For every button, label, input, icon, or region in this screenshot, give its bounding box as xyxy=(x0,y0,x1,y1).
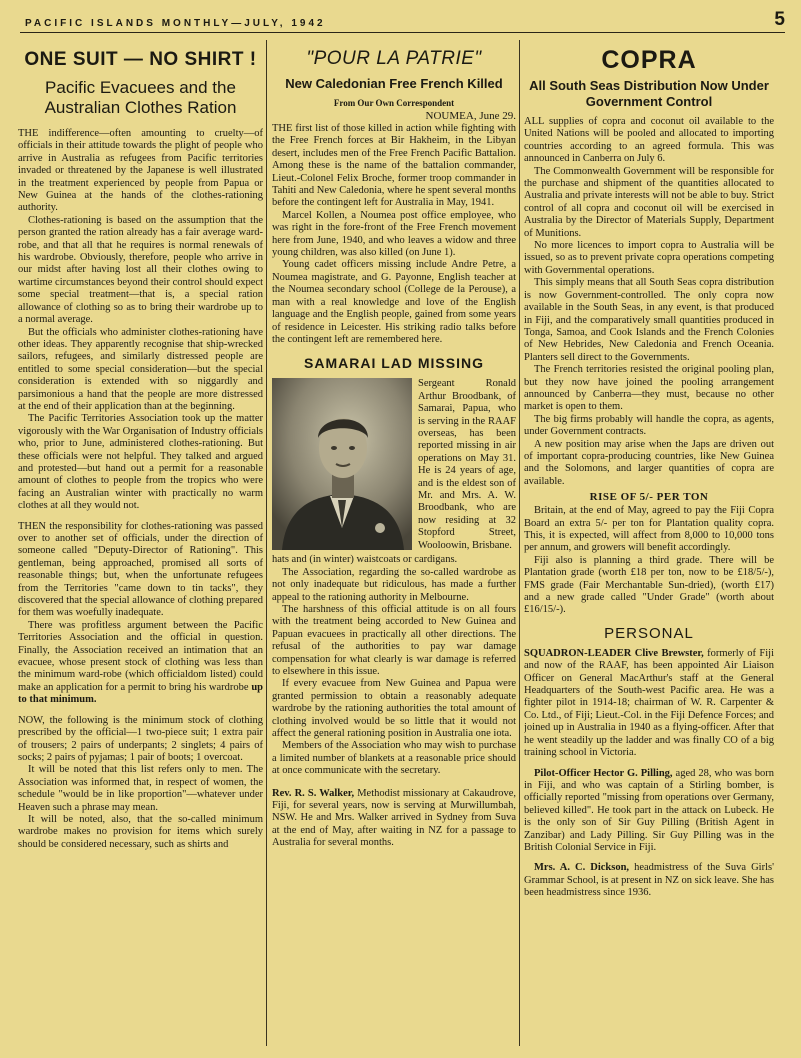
copra-headline: COPRA xyxy=(601,46,697,74)
column-middle xyxy=(272,40,516,1054)
column-right xyxy=(524,40,774,1054)
copra-para-4: This simply means that all South Seas copra distribution is now Government-controlled. The only copra now available in the South Seas, in any event, is that produced in Fiji, and the comparatively small quantities produced in Tonga, Samoa, and Cook Islands and the French Colonies of New Hebrides, New Caledonia and French Oceania. Planters sell direct to the Governments. xyxy=(524,277,774,363)
suit-headline: ONE SUIT — NO SHIRT ! xyxy=(24,49,257,70)
personal-item-text: headmistress of the Suva Girls' Grammar School, is at present in NZ on sick leave. She has been headmistress since 1936. xyxy=(524,862,774,899)
portrait-photo xyxy=(272,378,412,550)
suit-para-7: NOW, the following is the minimum stock of clothing prescribed by the official—1 two-piece suit; 1 extra pair of trousers; 2 pairs of underpants; 2 singlets; 4 pairs of socks; 2 pairs of pyjamas; 1 pair of boots; 1 overcoat. xyxy=(18,714,263,763)
masthead xyxy=(20,8,785,33)
suit-para-6 xyxy=(18,620,263,707)
suit-para-6-bold: up to that minimum. xyxy=(18,681,263,706)
patrie-para-1: THE first list of those killed in action while fighting with the Free French forces at Bir Hakheim, in the Libyan desert, includes men of the Free French Pacific Battalion. Among these is the name of the battalion commander, Lieut.-Colonel Felix Broche, former troop commander in Tahiti and New Caledonia, where he spent several months before the contingent left for Australia in May, 1941. xyxy=(272,123,516,209)
suit-deck: Pacific Evacuees and the Australian Clothes Ration xyxy=(44,78,237,117)
page-number: 5 xyxy=(774,9,785,30)
copra-deck: All South Seas Distribution Now Under Government Control xyxy=(529,78,769,109)
suit-para-6-text: There was profitless argument between the Pacific Territories Association and the official in question. Finally, the Association received an intimation that an evacuee, whose present stock of clothing was less than the minimum ward-robe (which officialdom listed) could make an application for a permit to bring his wardrobe xyxy=(18,619,263,693)
walker-name: Rev. R. S. Walker, xyxy=(272,787,355,799)
suit-para-3: But the officials who administer clothes-rationing have other ideas. They apparently recognise that ship-wrecked sailors, refugees, and similarly distressed people are entitled to some special consideration—but the special consideration is extended with so niggardly and parsimonious a hand that the people are more distressed at the end of their application than at the beginning. xyxy=(18,326,263,412)
copra-para-2: The Commonwealth Government will be responsible for the purchase and shipment of the quantities allocated to Australia and private interests will not be able to buy. Strict control of all copra and coconut oil will be exercised in Australia by the Director of Materials Supply, Department of Munitions. xyxy=(524,165,774,239)
copra-para-7: A new position may arise when the Japs are driven out of important copra-producing countries, like New Guinea and the Solomons, and larger quantities of copra are available. xyxy=(524,438,774,487)
patrie-headline: "POUR LA PATRIE" xyxy=(306,48,482,69)
suit-para-5: THEN the responsibility for clothes-rationing was passed over to another set of officials, under the direction of someone called "Deputy-Director of Rationing". This gentleman, being approached, promised all sorts of reasonable things; but, when the unfortunate refugees from the Territories "came down to tin tacks", they discovered that the special allowance of clothing prepared for them was woefully inadequate. xyxy=(18,520,263,619)
suit-para-2: Clothes-rationing is based on the assumption that the person granted the ration already has a fair average ward-robe, and that all that he requires is normal renewals of his wardrobe. Obviously, therefore, people who arrive in our midst after having lost all their clothes owing to wartime circumstances beyond their control should expect some special treatment—that is, a special ration allowance of clothing so as to bring their wardrobe up to a normal average. xyxy=(18,214,263,326)
copra-subhead: RISE OF 5/- PER TON xyxy=(589,491,709,504)
walker-text: Methodist missionary at Cakaudrove, Fiji, for several years, now is serving at Murwillumbah, NSW. He and Mrs. Walker arrived in Sydney from Suva at the end of May, after waiting in NZ for a passage to Australia for several months. xyxy=(272,787,516,849)
portrait-photo-image xyxy=(272,378,412,550)
patrie-para-2: Marcel Kollen, a Noumea post office employee, who was right in the fore-front of the Free French movement here from June, 1940, and who leaves a widow and three young children, was also killed (on June 1). xyxy=(272,209,516,259)
personal-heading: PERSONAL xyxy=(604,624,694,642)
column-rule xyxy=(266,40,267,1046)
personal-item-name: Pilot-Officer Hector G. Pilling, xyxy=(534,767,673,779)
walker-item xyxy=(272,788,516,850)
copra-para-9: Fiji also is planning a third grade. There will be Plantation grade (worth £18 per ton, now to be £18/5/-), FMS grade (Fair Merchantable Sun-dried), (worth £17) and a new grade called "Under Grade" (worth about £16/15/-). xyxy=(524,554,774,616)
personal-item-name: Mrs. A. C. Dickson, xyxy=(534,862,630,874)
copra-para-6: The big firms probably will handle the copra, as agents, under Government contracts. xyxy=(524,413,774,438)
samarai-para: Sergeant Ronald Arthur Broodbank, of Samarai, Papua, who is serving in the RAAF overseas, has been reported missing in air operations on May 31. He is 24 years of age, and is the eldest son of Mr. and Mrs. A. W. Broodbank, who are now residing at 32 Stopford Street, Wooloowin, Brisbane. xyxy=(418,378,516,551)
copra-para-1: ALL supplies of copra and coconut oil available to the United Nations will be pooled and allocated to importing countries according to an agreed formula. This was announced in Canberra on July 6. xyxy=(524,116,774,165)
patrie-deck: New Caledonian Free French Killed xyxy=(285,76,503,91)
column-rule xyxy=(519,40,520,1046)
personal-item-text: aged 28, who was born in Fiji, and who was captain of a Stirling bomber, is officially reported "missing from operations over Germany, believed killed". He took part in the attack on Lubeck. He is the only son of Sir Guy Pilling (British Agent in Zanzibar) and Lady Pilling. Sir Guy Pilling was in the British Colonial Service in Fiji. xyxy=(524,767,774,853)
copra-para-8: Britain, at the end of May, agreed to pay the Fiji Copra Board an extra 5/- per ton for Plantation quality copra. This, it is expected, will affect from 8,000 to 10,000 tons per annum, and growers will benefit accordingly. xyxy=(524,505,774,554)
patrie-dateline: NOUMEA, June 29. xyxy=(425,110,516,122)
suit-para-11: The Association, regarding the so-called wardrobe as not only inadequate but ridiculous, has made a further appeal to the rationing authority in Melbourne. xyxy=(272,566,516,603)
suit-para-1: THE indifference—often amounting to cruelty—of officials in their attitude towards the plight of people who arrive in Australia as refugees from Pacific territories invaded or threatened by the Japanese is well illustrated in the treatment experienced by people from Papua or New Guinea at the hands of the clothes-rationing authority. xyxy=(18,128,263,214)
suit-para-12: The harshness of this official attitude is on all fours with the treatment being accorded to New Guinea and Papuan evacuees in practically all other directions. The refusal of the authorities to pay war damage compensation for what clearly is war damage is referred to elsewhere in this issue. xyxy=(272,603,516,677)
personal-item xyxy=(524,768,774,855)
personal-item xyxy=(524,648,774,760)
copra-para-3: No more licences to import copra to Australia will be issued, so as to prevent private copra operations competing with Governmental operations. xyxy=(524,240,774,276)
suit-para-8: It will be noted that this list refers only to men. The Association was informed that, in respect of women, the schedule "would be in like proportion"—whatever under Heaven such a phrase may mean. xyxy=(18,764,263,813)
samarai-headline: SAMARAI LAD MISSING xyxy=(304,355,484,372)
personal-item xyxy=(524,862,774,899)
suit-para-10: hats and (in winter) waistcoats or cardigans. xyxy=(272,554,458,566)
personal-item-name: SQUADRON-LEADER Clive Brewster, xyxy=(524,647,704,659)
running-title: PACIFIC ISLANDS MONTHLY—JULY, 1942 xyxy=(25,18,326,29)
suit-para-4: The Pacific Territories Association took up the matter vigorously with the War Organisation of Industry officials who, prior to June, administered clothes-rationing. But these officials were not helpful. They talked and argued and protested—but hand out a permit for a reasonable amount of clothes to people from the tropics who were facing an Australian winter with practically no warm clothes at all they would not. xyxy=(18,413,263,512)
suit-para-9: It will be noted, also, that the so-called minimum wardrobe makes no provision for items which surely should be considered necessary, such as shirts and xyxy=(18,813,263,850)
column-left xyxy=(18,40,263,1054)
suit-para-14: Members of the Association who may wish to purchase a limited number of blankets at a reasonable price should at once communicate with the secretary. xyxy=(272,740,516,777)
personal-item-text: formerly of Fiji and now of the RAAF, has been appointed Air Liaison Officer on General MacArthur's staff at the General Headquarters of the South-west Pacific area. He was a fighter pilot in 1914-18; chairman of W. R. Carpenter & Co. Ltd., of Fiji; Lieut.-Col. in the Fiji Defence Forces; and joined up in Australia in 1940 as a flying-officer. After that he went steadily up the ladder and was finally CO of a big training school in Victoria. xyxy=(524,647,774,759)
suit-para-13: If every evacuee from New Guinea and Papua were granted permission to obtain a reasonably adequate wardrobe by the rationing authorities the total amount of clothing involved would be so little that it would not affect the general rationing position in Australia one iota. xyxy=(272,678,516,739)
patrie-byline: From Our Own Correspondent xyxy=(333,98,455,108)
copra-para-5: The French territories resisted the original pooling plan, but they now have joined the pooling arrangement announced by Canberra—they must, because no other market is open to them. xyxy=(524,364,774,413)
patrie-para-3: Young cadet officers missing include Andre Petre, a Noumea magistrate, and G. Payonne, English teacher at the Noumea secondary school (College de la Perouse), a man with a real knowledge and love of the English language and the English people, gained from some years of residence in Leicester. His striking radio talks before the contingent left are remembered here. xyxy=(272,259,516,345)
